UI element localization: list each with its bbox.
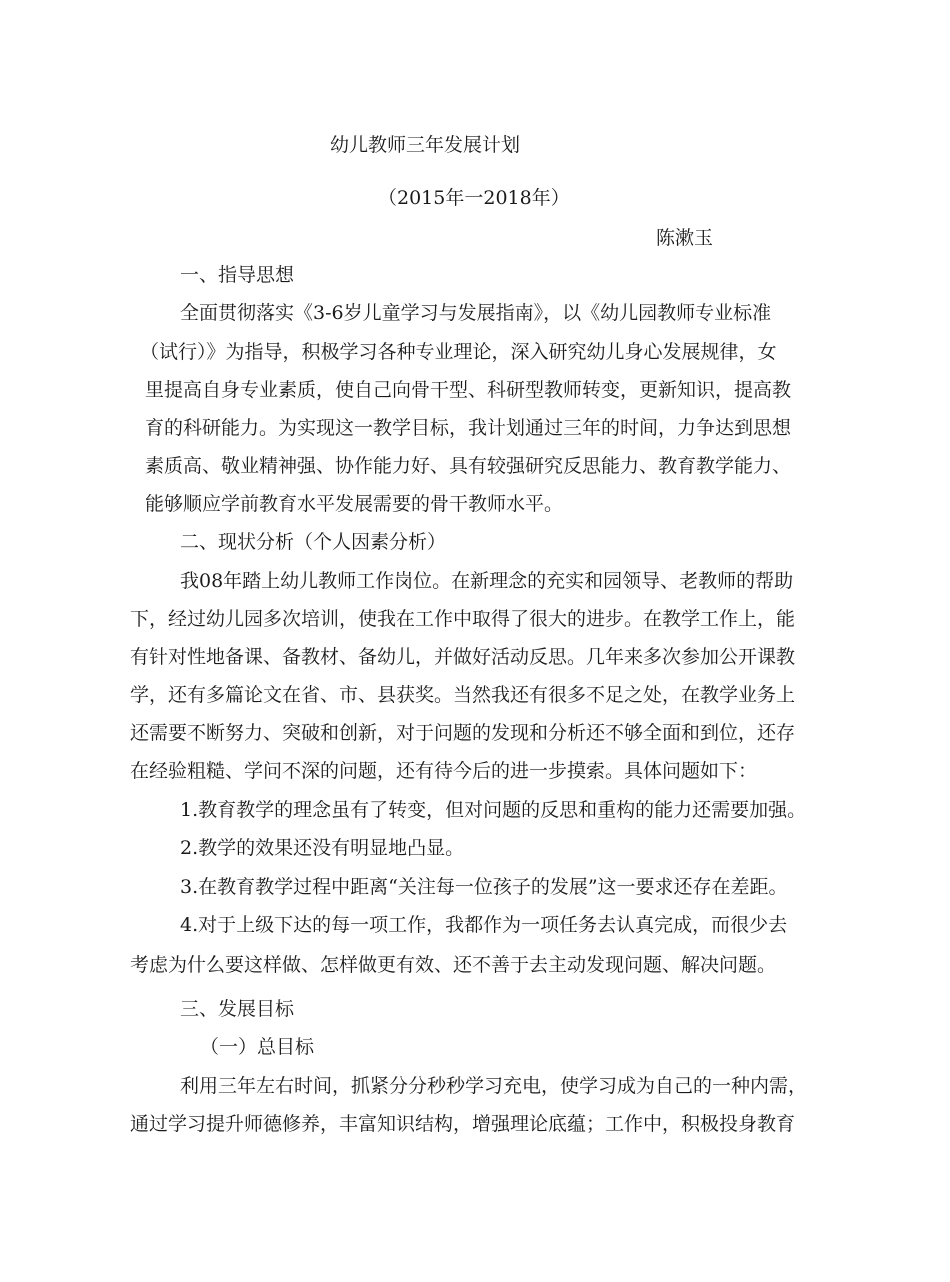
section1-heading: 一、指导思想 <box>180 264 295 286</box>
section2-heading: 二、现状分析（个人因素分析） <box>180 531 447 553</box>
problem-item: 4.对于上级下达的每一项工作，我都作为一项任务去认真完成，而很少去 <box>180 914 788 936</box>
section1-line: 全面贯彻落实《3-6岁儿童学习与发展指南》，以《幼儿园教师专业标准 <box>180 302 772 324</box>
section1-line: 素质高、敬业精神强、协作能力好、具有较强研究反思能力、教育教学能力、 <box>145 455 792 477</box>
document-title: 幼儿教师三年发展计划 <box>330 134 521 156</box>
document-author: 陈漱玉 <box>656 227 714 249</box>
section1-line: 里提高自身专业素质，使自己向骨干型、科研型教师转变，更新知识，提高教 <box>145 379 792 401</box>
problem-item-continuation: 考虑为什么要这样做、怎样做更有效、还不善于去主动发现问题、解决问题。 <box>130 954 777 976</box>
problem-item: 1.教育教学的理念虽有了转变，但对问题的反思和重构的能力还需要加强。 <box>180 799 807 821</box>
section1-line: 育的科研能力。为实现这一教学目标，我计划通过三年的时间，力争达到思想 <box>145 417 792 439</box>
section2-line: 在经验粗糙、学问不深的问题，还有待今后的进一步摸索。具体问题如下： <box>130 760 758 782</box>
section2-line: 学，还有多篇论文在省、市、县获奖。当然我还有很多不足之处，在教学业务上 <box>130 684 796 706</box>
section2-line: 下，经过幼儿园多次培训，使我在工作中取得了很大的进步。在教学工作上，能 <box>130 608 796 630</box>
document-period: （2015年一2018年） <box>378 187 570 209</box>
section2-line: 还需要不断努力、突破和创新，对于问题的发现和分析还不够全面和到位，还存 <box>130 722 796 744</box>
section3-heading: 三、发展目标 <box>180 998 295 1020</box>
section1-line: （试行）》为指导，积极学习各种专业理论，深入研究幼儿身心发展规律，女 <box>140 341 777 363</box>
problem-item: 3.在教育教学过程中距离“关注每一位孩子的发展”这一要求还存在差距。 <box>180 876 788 898</box>
section3-line: 通过学习提升师德修养，丰富知识结构，增强理论底蕴；工作中，积极投身教育 <box>130 1113 796 1135</box>
section2-line: 我08年踏上幼儿教师工作岗位。在新理念的充实和园领导、老教师的帮助 <box>180 570 794 592</box>
section2-line: 有针对性地备课、备教材、备幼儿，并做好活动反思。几年来多次参加公开课教 <box>130 646 796 668</box>
section3-subheading: （一）总目标 <box>200 1036 315 1058</box>
section1-line: 能够顺应学前教育水平发展需要的骨干教师水平。 <box>145 493 564 515</box>
problem-item: 2.教学的效果还没有明显地凸显。 <box>180 837 465 859</box>
section3-line: 利用三年左右时间，抓紧分分秒秒学习充电，使学习成为自己的一种内需， <box>180 1075 808 1097</box>
